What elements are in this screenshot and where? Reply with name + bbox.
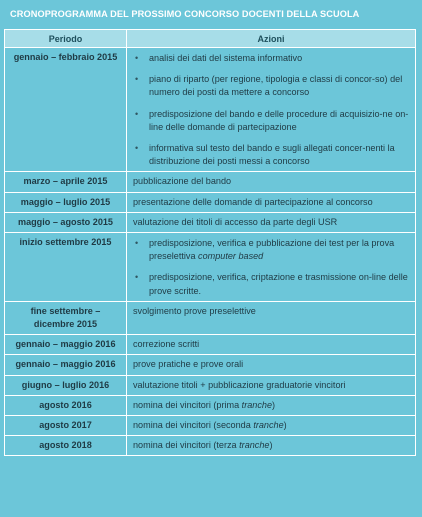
period-cell: giugno – luglio 2016 xyxy=(5,375,127,395)
actions-emphasis: tranche xyxy=(241,399,273,410)
table-row xyxy=(5,192,416,212)
table-row xyxy=(5,416,416,436)
actions-cell: pubblicazione del bando xyxy=(127,172,416,192)
actions-cell xyxy=(127,233,416,302)
period-cell: agosto 2017 xyxy=(5,416,127,436)
actions-text: ) xyxy=(269,440,273,451)
period-cell: gennaio – maggio 2016 xyxy=(5,335,127,355)
table-row xyxy=(5,212,416,232)
actions-cell xyxy=(127,416,416,436)
table-row xyxy=(5,395,416,415)
table-row xyxy=(5,172,416,192)
table-row xyxy=(5,48,416,172)
actions-text: nomina dei vincitori (seconda xyxy=(133,420,254,431)
schedule-table xyxy=(4,29,416,456)
period-line: dicembre 2015 xyxy=(33,319,98,330)
actions-cell: prove pratiche e prove orali xyxy=(127,355,416,375)
list-item-text: predisposizione, verifica e pubblicazione dei test per la prova preselettiva xyxy=(149,238,395,262)
column-header-actions: Azioni xyxy=(127,30,416,48)
list-item xyxy=(133,237,409,263)
table-row xyxy=(5,335,416,355)
actions-cell: svolgimento prove preselettive xyxy=(127,301,416,334)
list-item: • analisi dei dati del sistema informativo xyxy=(133,52,409,65)
actions-cell xyxy=(127,436,416,456)
period-cell xyxy=(5,301,127,334)
table-row xyxy=(5,436,416,456)
actions-list xyxy=(133,237,409,298)
actions-text: ) xyxy=(272,399,276,410)
actions-cell: correzione scritti xyxy=(127,335,416,355)
actions-cell: presentazione delle domande di partecipazione al concorso xyxy=(127,192,416,212)
period-line: fine settembre – xyxy=(30,305,101,316)
period-cell: gennaio – maggio 2016 xyxy=(5,355,127,375)
actions-list xyxy=(133,52,409,168)
period-cell: marzo – aprile 2015 xyxy=(5,172,127,192)
actions-text: ) xyxy=(283,420,287,431)
list-item: • predisposizione del bando e delle procedure di acquisizio-ne on-line delle domande di partecipazione xyxy=(133,108,409,134)
actions-cell xyxy=(127,395,416,415)
table-row xyxy=(5,355,416,375)
period-cell: agosto 2018 xyxy=(5,436,127,456)
table-row xyxy=(5,301,416,334)
actions-text: nomina dei vincitori (terza xyxy=(133,440,240,451)
list-item: • predisposizione, verifica, criptazione e trasmissione on-line delle prove scritte. xyxy=(133,271,409,297)
column-header-period: Periodo xyxy=(5,30,127,48)
period-cell: gennaio – febbraio 2015 xyxy=(5,48,127,172)
table-header-row xyxy=(5,30,416,48)
period-cell: inizio settembre 2015 xyxy=(5,233,127,302)
page-title: CRONOPROGRAMMA DEL PROSSIMO CONCORSO DOCENTI DELLA SCUOLA xyxy=(10,9,360,19)
period-cell: maggio – luglio 2015 xyxy=(5,192,127,212)
actions-emphasis: tranche xyxy=(239,440,270,451)
list-item: • piano di riparto (per regione, tipologia e classi di concor-so) del numero dei posti da mettere a concorso xyxy=(133,73,409,99)
period-cell: agosto 2016 xyxy=(5,395,127,415)
period-cell: maggio – agosto 2015 xyxy=(5,212,127,232)
actions-text: nomina dei vincitori (prima xyxy=(133,399,242,410)
list-item-emphasis: computer based xyxy=(198,251,264,262)
actions-emphasis: tranche xyxy=(253,420,284,431)
table-row xyxy=(5,233,416,302)
actions-cell xyxy=(127,48,416,172)
list-item: • informativa sul testo del bando e sugli allegati concer-nenti la distribuzione dei posti messi a concorso xyxy=(133,142,409,168)
table-row xyxy=(5,375,416,395)
actions-cell: valutazione dei titoli di accesso da parte degli USR xyxy=(127,212,416,232)
actions-cell: valutazione titoli + pubblicazione graduatorie vincitori xyxy=(127,375,416,395)
